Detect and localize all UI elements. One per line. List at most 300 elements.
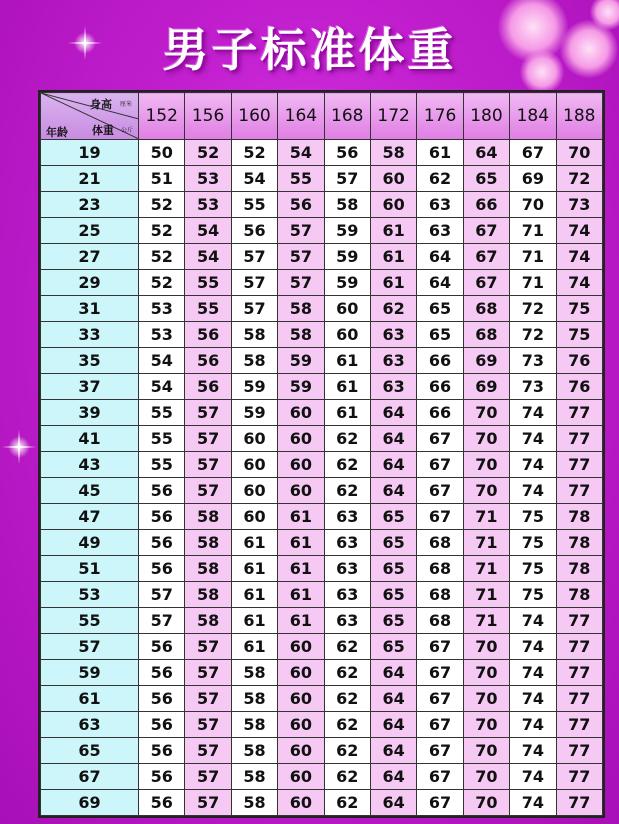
weight-cell: 54 [185, 218, 231, 244]
weight-cell: 65 [370, 530, 416, 556]
weight-cell: 56 [139, 478, 185, 504]
weight-cell: 55 [278, 166, 324, 192]
height-unit: 厘米 [119, 101, 132, 108]
weight-cell: 57 [139, 608, 185, 634]
weight-cell: 56 [278, 192, 324, 218]
weight-cell: 65 [463, 166, 509, 192]
table-row [41, 660, 603, 686]
age-cell: 37 [41, 374, 139, 400]
weight-cell: 57 [185, 426, 231, 452]
weight-cell: 62 [324, 738, 370, 764]
weight-cell: 78 [556, 556, 602, 582]
weight-cell: 62 [370, 296, 416, 322]
weight-cell: 67 [417, 686, 463, 712]
weight-cell: 78 [556, 530, 602, 556]
table-row [41, 192, 603, 218]
weight-cell: 75 [556, 296, 602, 322]
weight-cell: 57 [185, 712, 231, 738]
weight-cell: 64 [370, 790, 416, 816]
weight-cell: 63 [324, 556, 370, 582]
age-cell: 69 [41, 790, 139, 816]
weight-cell: 70 [463, 764, 509, 790]
age-cell: 27 [41, 244, 139, 270]
weight-cell: 60 [278, 478, 324, 504]
weight-cell: 56 [139, 686, 185, 712]
age-cell: 61 [41, 686, 139, 712]
weight-cell: 70 [463, 400, 509, 426]
weight-cell: 57 [185, 634, 231, 660]
weight-cell: 59 [324, 270, 370, 296]
weight-cell: 77 [556, 712, 602, 738]
height-header-cell: 164 [278, 93, 324, 140]
age-cell: 33 [41, 322, 139, 348]
age-cell: 31 [41, 296, 139, 322]
weight-cell: 64 [463, 140, 509, 166]
weight-cell: 56 [139, 556, 185, 582]
weight-cell: 70 [463, 660, 509, 686]
weight-cell: 61 [324, 348, 370, 374]
weight-cell: 62 [324, 790, 370, 816]
weight-cell: 74 [556, 270, 602, 296]
weight-cell: 64 [370, 712, 416, 738]
weight-cell: 54 [231, 166, 277, 192]
weight-cell: 57 [231, 244, 277, 270]
weight-cell: 62 [324, 426, 370, 452]
weight-cell: 74 [510, 764, 556, 790]
weight-cell: 74 [510, 660, 556, 686]
height-header-cell: 176 [417, 93, 463, 140]
weight-cell: 64 [370, 400, 416, 426]
weight-cell: 57 [185, 400, 231, 426]
weight-cell: 59 [324, 244, 370, 270]
weight-cell: 63 [417, 218, 463, 244]
age-cell: 21 [41, 166, 139, 192]
weight-cell: 74 [510, 634, 556, 660]
weight-cell: 55 [139, 452, 185, 478]
weight-cell: 71 [463, 504, 509, 530]
weight-cell: 67 [417, 452, 463, 478]
table-row [41, 530, 603, 556]
weight-cell: 53 [139, 322, 185, 348]
weight-cell: 76 [556, 374, 602, 400]
weight-cell: 67 [463, 270, 509, 296]
weight-cell: 61 [278, 556, 324, 582]
weight-cell: 57 [278, 218, 324, 244]
weight-cell: 61 [231, 556, 277, 582]
weight-cell: 67 [417, 504, 463, 530]
weight-cell: 62 [324, 686, 370, 712]
weight-cell: 61 [231, 582, 277, 608]
weight-cell: 61 [278, 582, 324, 608]
weight-cell: 63 [417, 192, 463, 218]
table-body [41, 140, 603, 816]
table-row [41, 426, 603, 452]
weight-cell: 58 [231, 686, 277, 712]
weight-cell: 63 [324, 608, 370, 634]
weight-cell: 71 [463, 556, 509, 582]
weight-cell: 61 [370, 270, 416, 296]
weight-cell: 68 [463, 322, 509, 348]
height-header-cell: 152 [139, 93, 185, 140]
weight-cell: 57 [185, 764, 231, 790]
weight-cell: 65 [417, 322, 463, 348]
weight-cell: 55 [185, 270, 231, 296]
weight-cell: 56 [139, 660, 185, 686]
table-row [41, 348, 603, 374]
weight-cell: 73 [510, 374, 556, 400]
weight-cell: 53 [185, 166, 231, 192]
weight-cell: 58 [278, 296, 324, 322]
weight-cell: 59 [278, 374, 324, 400]
weight-cell: 64 [370, 478, 416, 504]
weight-cell: 61 [370, 218, 416, 244]
weight-cell: 58 [324, 192, 370, 218]
weight-cell: 54 [185, 244, 231, 270]
weight-cell: 56 [324, 140, 370, 166]
weight-cell: 50 [139, 140, 185, 166]
weight-cell: 60 [278, 790, 324, 816]
weight-cell: 72 [556, 166, 602, 192]
weight-cell: 58 [231, 790, 277, 816]
age-cell: 53 [41, 582, 139, 608]
weight-cell: 59 [278, 348, 324, 374]
weight-cell: 70 [463, 426, 509, 452]
weight-cell: 58 [231, 712, 277, 738]
weight-cell: 64 [370, 660, 416, 686]
weight-cell: 61 [278, 504, 324, 530]
weight-cell: 70 [463, 712, 509, 738]
height-header-cell: 180 [463, 93, 509, 140]
weight-cell: 77 [556, 452, 602, 478]
weight-cell: 74 [510, 790, 556, 816]
table-row [41, 634, 603, 660]
height-header-cell: 168 [324, 93, 370, 140]
page-title: 男子标准体重 [162, 23, 457, 77]
weight-cell: 58 [231, 348, 277, 374]
weight-cell: 76 [556, 348, 602, 374]
weight-cell: 63 [324, 530, 370, 556]
weight-cell: 71 [463, 608, 509, 634]
weight-cell: 52 [139, 270, 185, 296]
weight-cell: 67 [417, 478, 463, 504]
weight-cell: 60 [231, 426, 277, 452]
weight-cell: 68 [417, 608, 463, 634]
weight-cell: 56 [185, 322, 231, 348]
weight-cell: 64 [417, 244, 463, 270]
weight-cell: 58 [185, 608, 231, 634]
weight-cell: 66 [417, 374, 463, 400]
weight-cell: 60 [278, 400, 324, 426]
weight-cell: 59 [231, 374, 277, 400]
weight-cell: 65 [370, 582, 416, 608]
weight-cell: 58 [278, 322, 324, 348]
table-row [41, 608, 603, 634]
weight-cell: 67 [463, 218, 509, 244]
table-row [41, 556, 603, 582]
weight-cell: 58 [370, 140, 416, 166]
weight-cell: 60 [324, 322, 370, 348]
age-cell: 63 [41, 712, 139, 738]
table-row [41, 400, 603, 426]
weight-cell: 61 [370, 244, 416, 270]
weight-unit: 公斤 [120, 127, 133, 134]
weight-cell: 67 [417, 712, 463, 738]
weight-cell: 68 [417, 582, 463, 608]
weight-cell: 60 [278, 764, 324, 790]
weight-cell: 61 [324, 400, 370, 426]
weight-cell: 55 [185, 296, 231, 322]
weight-cell: 56 [139, 530, 185, 556]
height-label: 身高 [90, 98, 112, 111]
weight-cell: 55 [139, 426, 185, 452]
weight-cell: 65 [370, 634, 416, 660]
table-row [41, 504, 603, 530]
weight-cell: 70 [463, 738, 509, 764]
weight-cell: 52 [139, 218, 185, 244]
table-row [41, 140, 603, 166]
weight-cell: 67 [463, 244, 509, 270]
weight-cell: 73 [510, 348, 556, 374]
weight-cell: 64 [370, 452, 416, 478]
weight-cell: 71 [463, 582, 509, 608]
weight-cell: 74 [510, 608, 556, 634]
weight-cell: 56 [185, 348, 231, 374]
weight-cell: 75 [556, 322, 602, 348]
weight-cell: 63 [370, 374, 416, 400]
weight-cell: 67 [417, 426, 463, 452]
age-cell: 57 [41, 634, 139, 660]
table-row [41, 270, 603, 296]
weight-cell: 74 [510, 712, 556, 738]
weight-cell: 57 [185, 738, 231, 764]
weight-cell: 70 [463, 478, 509, 504]
weight-cell: 54 [139, 348, 185, 374]
weight-cell: 56 [139, 712, 185, 738]
weight-cell: 74 [510, 426, 556, 452]
weight-cell: 67 [417, 738, 463, 764]
age-cell: 23 [41, 192, 139, 218]
weight-cell: 63 [324, 582, 370, 608]
weight-cell: 77 [556, 634, 602, 660]
weight-cell: 51 [139, 166, 185, 192]
weight-cell: 77 [556, 790, 602, 816]
weight-cell: 64 [370, 738, 416, 764]
weight-cell: 60 [278, 712, 324, 738]
weight-cell: 56 [139, 504, 185, 530]
weight-cell: 73 [556, 192, 602, 218]
table-row [41, 712, 603, 738]
weight-cell: 71 [463, 530, 509, 556]
weight-cell: 77 [556, 764, 602, 790]
weight-cell: 64 [370, 686, 416, 712]
height-header-cell: 188 [556, 93, 602, 140]
weight-cell: 60 [324, 296, 370, 322]
weight-label: 体重 [92, 124, 114, 137]
sparkle-icon [2, 430, 36, 464]
weight-cell: 74 [556, 218, 602, 244]
weight-table-container [38, 90, 605, 818]
age-label: 年龄 [46, 126, 68, 139]
weight-cell: 69 [463, 374, 509, 400]
table-row [41, 244, 603, 270]
weight-cell: 57 [278, 244, 324, 270]
weight-cell: 61 [231, 608, 277, 634]
weight-cell: 77 [556, 426, 602, 452]
weight-cell: 62 [324, 452, 370, 478]
weight-cell: 71 [510, 244, 556, 270]
weight-cell: 66 [417, 348, 463, 374]
age-cell: 65 [41, 738, 139, 764]
weight-cell: 57 [185, 452, 231, 478]
weight-cell: 56 [139, 634, 185, 660]
table-row [41, 738, 603, 764]
height-header-cell: 160 [231, 93, 277, 140]
age-cell: 25 [41, 218, 139, 244]
weight-cell: 72 [510, 296, 556, 322]
weight-cell: 61 [324, 374, 370, 400]
weight-cell: 56 [231, 218, 277, 244]
weight-cell: 70 [510, 192, 556, 218]
weight-cell: 57 [185, 660, 231, 686]
weight-cell: 52 [231, 140, 277, 166]
weight-cell: 61 [278, 608, 324, 634]
weight-cell: 52 [185, 140, 231, 166]
weight-cell: 57 [139, 582, 185, 608]
weight-cell: 57 [324, 166, 370, 192]
weight-cell: 52 [139, 244, 185, 270]
age-cell: 29 [41, 270, 139, 296]
weight-cell: 63 [324, 504, 370, 530]
weight-cell: 67 [417, 660, 463, 686]
height-header-cell: 184 [510, 93, 556, 140]
weight-cell: 75 [510, 530, 556, 556]
weight-cell: 65 [370, 504, 416, 530]
age-cell: 43 [41, 452, 139, 478]
weight-cell: 67 [417, 790, 463, 816]
weight-cell: 70 [463, 452, 509, 478]
weight-cell: 63 [370, 348, 416, 374]
weight-cell: 53 [139, 296, 185, 322]
weight-cell: 69 [510, 166, 556, 192]
age-cell: 19 [41, 140, 139, 166]
weight-cell: 68 [417, 556, 463, 582]
table-row [41, 218, 603, 244]
header-row [41, 93, 603, 140]
weight-cell: 75 [510, 582, 556, 608]
weight-cell: 70 [463, 686, 509, 712]
age-cell: 49 [41, 530, 139, 556]
weight-cell: 67 [417, 764, 463, 790]
weight-cell: 65 [370, 608, 416, 634]
weight-cell: 62 [324, 660, 370, 686]
weight-cell: 75 [510, 556, 556, 582]
weight-cell: 78 [556, 582, 602, 608]
weight-cell: 60 [231, 478, 277, 504]
weight-cell: 67 [417, 634, 463, 660]
weight-cell: 52 [139, 192, 185, 218]
weight-cell: 58 [185, 582, 231, 608]
weight-cell: 58 [231, 322, 277, 348]
weight-cell: 62 [324, 712, 370, 738]
weight-cell: 56 [139, 790, 185, 816]
age-cell: 47 [41, 504, 139, 530]
weight-cell: 77 [556, 608, 602, 634]
weight-cell: 75 [510, 504, 556, 530]
weight-cell: 60 [278, 452, 324, 478]
weight-cell: 74 [510, 478, 556, 504]
weight-cell: 55 [139, 400, 185, 426]
weight-table [40, 92, 603, 816]
weight-cell: 60 [278, 738, 324, 764]
table-row [41, 296, 603, 322]
weight-cell: 72 [510, 322, 556, 348]
weight-cell: 65 [370, 556, 416, 582]
weight-cell: 74 [510, 738, 556, 764]
weight-cell: 54 [139, 374, 185, 400]
weight-cell: 59 [231, 400, 277, 426]
weight-cell: 74 [510, 452, 556, 478]
table-row [41, 478, 603, 504]
weight-cell: 61 [231, 634, 277, 660]
weight-cell: 57 [185, 686, 231, 712]
age-cell: 55 [41, 608, 139, 634]
weight-cell: 61 [231, 530, 277, 556]
weight-cell: 78 [556, 504, 602, 530]
table-row [41, 374, 603, 400]
age-cell: 51 [41, 556, 139, 582]
weight-cell: 57 [185, 478, 231, 504]
weight-cell: 77 [556, 478, 602, 504]
weight-cell: 60 [370, 192, 416, 218]
age-cell: 41 [41, 426, 139, 452]
weight-cell: 56 [139, 764, 185, 790]
weight-cell: 71 [510, 270, 556, 296]
weight-cell: 58 [231, 660, 277, 686]
weight-cell: 60 [278, 686, 324, 712]
weight-cell: 60 [231, 504, 277, 530]
weight-cell: 62 [324, 478, 370, 504]
weight-cell: 65 [417, 296, 463, 322]
weight-cell: 59 [324, 218, 370, 244]
weight-cell: 57 [231, 296, 277, 322]
weight-cell: 57 [278, 270, 324, 296]
weight-cell: 69 [463, 348, 509, 374]
weight-cell: 77 [556, 686, 602, 712]
weight-cell: 57 [185, 790, 231, 816]
weight-cell: 60 [278, 426, 324, 452]
table-row [41, 582, 603, 608]
weight-cell: 56 [139, 738, 185, 764]
age-cell: 39 [41, 400, 139, 426]
weight-cell: 60 [370, 166, 416, 192]
corner-cell [41, 93, 139, 140]
weight-cell: 66 [417, 400, 463, 426]
weight-cell: 68 [463, 296, 509, 322]
weight-cell: 61 [278, 530, 324, 556]
weight-cell: 66 [463, 192, 509, 218]
height-header-cell: 172 [370, 93, 416, 140]
weight-cell: 64 [370, 764, 416, 790]
age-cell: 67 [41, 764, 139, 790]
weight-cell: 56 [185, 374, 231, 400]
weight-cell: 55 [231, 192, 277, 218]
weight-cell: 57 [231, 270, 277, 296]
table-row [41, 686, 603, 712]
weight-cell: 53 [185, 192, 231, 218]
weight-cell: 62 [324, 764, 370, 790]
weight-cell: 60 [278, 660, 324, 686]
table-row [41, 764, 603, 790]
